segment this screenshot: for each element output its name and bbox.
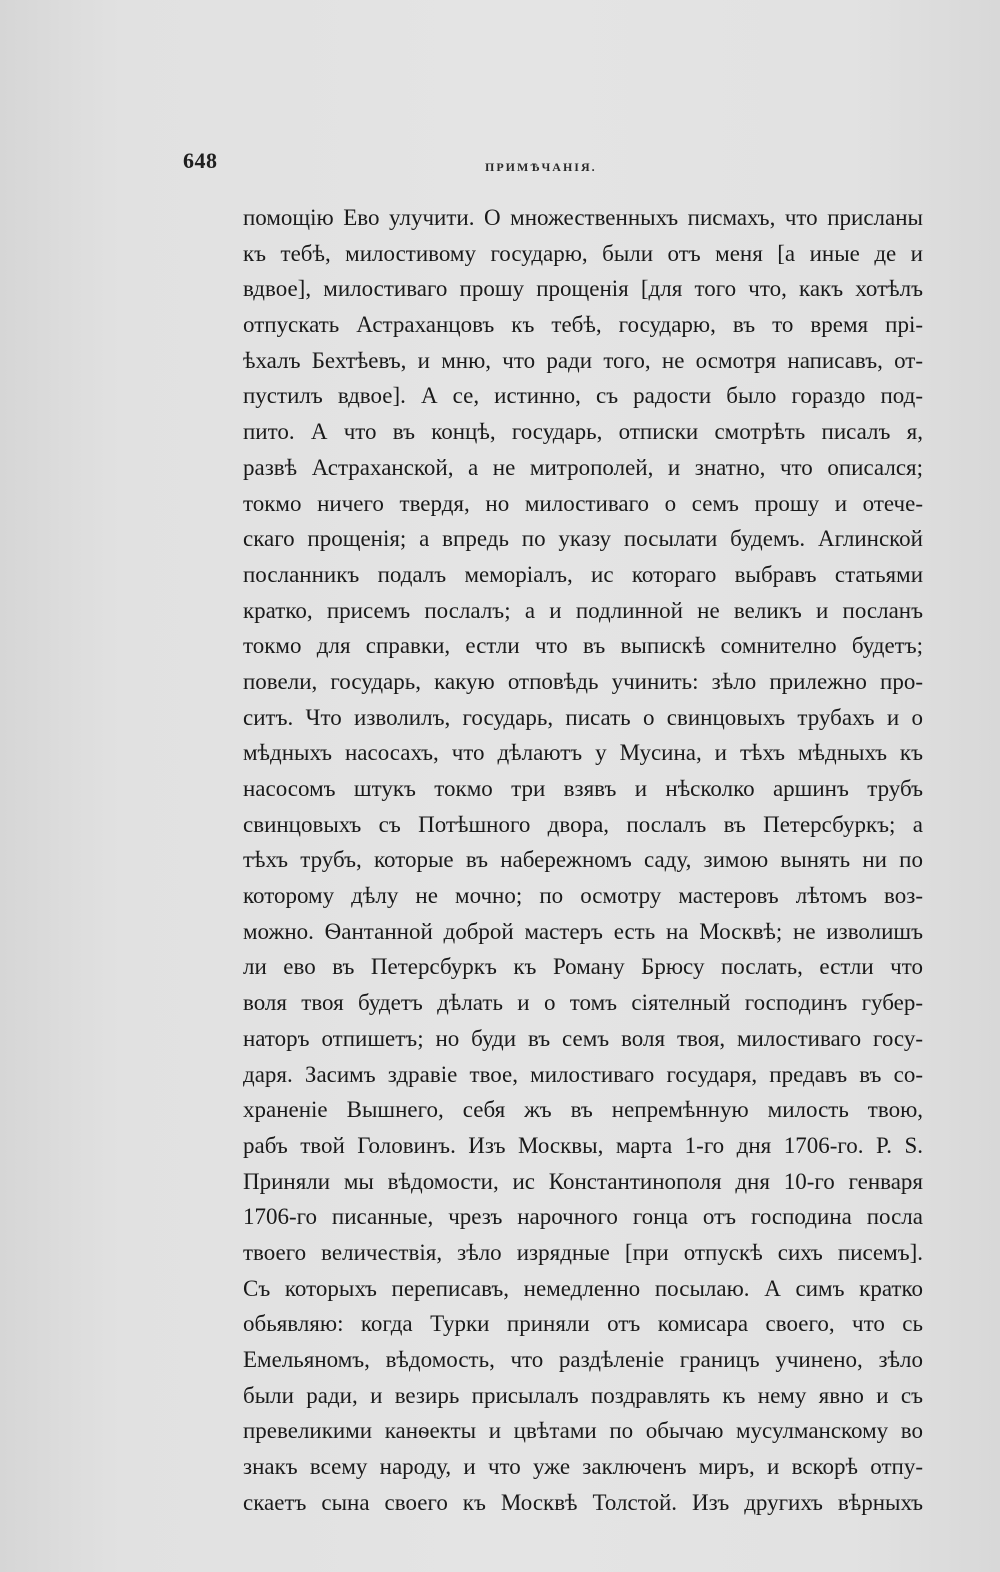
- text-line: развѣ Астраханской, а не митрополей, и знатно, что описался;: [243, 454, 923, 480]
- text-line: Емельяномъ, вѣдомость, что раздѣленіе границъ учинено, зѣло: [243, 1347, 923, 1372]
- text-line: повели, государь, какую отповѣдь учинить: зѣло прилежно про-: [243, 668, 923, 694]
- text-line: токмо для справки, естли что въ выпискѣ сомнително будетъ;: [243, 633, 923, 659]
- text-line: скаетъ сына своего къ Москвѣ Толстой. Изъ другихъ вѣрныхъ: [243, 1489, 923, 1515]
- text-line: наторъ отпишетъ; но буди въ семъ воля твоя, милостиваго госу-: [243, 1025, 923, 1051]
- text-line: превеликими канѳекты и цвѣтами по обычаю мусулманскому во: [243, 1418, 923, 1444]
- text-line: къ тебѣ, милостивому государю, были отъ меня [а иные де и: [243, 240, 923, 266]
- text-line: вдвое], милостиваго прошу прощенія [для того что, какъ хотѣлъ: [243, 276, 923, 302]
- text-line: ли ево въ Петерсбуркъ къ Роману Брюсу послать, естли что: [243, 954, 923, 980]
- text-line: даря. Засимъ здравіе твое, милостиваго государя, предавъ въ со-: [243, 1061, 923, 1087]
- text-line: пустилъ вдвое]. А се, истинно, съ радости было гораздо под-: [243, 383, 923, 409]
- section-title: ПРИМѢЧАНІЯ.: [485, 160, 597, 174]
- text-line: скаго прощенія; а впредь по указу посылати будемъ. Аглинской: [243, 526, 923, 552]
- text-line: отпускать Астраханцовъ къ тебѣ, государю, въ то время прі-: [243, 312, 923, 338]
- text-line: твоего величествія, зѣло изрядные [при отпускѣ сихъ писемъ].: [243, 1239, 923, 1265]
- text-line: которому дѣлу не мочно; по осмотру мастеровъ лѣтомъ воз-: [243, 883, 923, 909]
- text-line: обьявляю: когда Турки приняли отъ комисара своего, что сь: [243, 1311, 923, 1337]
- text-line: ситъ. Что изволилъ, государь, писать о свинцовыхъ трубахъ и о: [243, 704, 923, 730]
- text-line: были ради, и везирь присылалъ поздравлять къ нему явно и съ: [243, 1382, 923, 1408]
- text-line: мѣдныхъ насосахъ, что дѣлаютъ у Мусина, и тѣхъ мѣдныхъ къ: [243, 740, 923, 766]
- text-line: свинцовыхъ съ Потѣшного двора, послалъ въ Петерсбуркъ; а: [243, 811, 923, 837]
- text-line: посланникъ подалъ меморіалъ, ис котораго выбравъ статьями: [243, 561, 923, 587]
- text-line: пито. А что въ концѣ, государь, отписки смотрѣть писалъ я,: [243, 419, 923, 445]
- text-line: ѣхалъ Бехтѣевъ, и мню, что ради того, не осмотря написавъ, от-: [243, 347, 923, 373]
- text-line: можно. Ѳантанной доброй мастеръ есть на Москвѣ; не изволишъ: [243, 918, 923, 944]
- text-line: кратко, присемъ послалъ; а и подлинной не великъ и посланъ: [243, 597, 923, 623]
- running-head: [183, 148, 923, 188]
- text-line: знакъ всему народу, и что уже заключенъ миръ, и вскорѣ отпу-: [243, 1454, 923, 1480]
- text-line: воля твоя будетъ дѣлать и о томъ сіятелный господинъ губер-: [243, 990, 923, 1016]
- text-line: храненіе Вышнего, себя жъ въ непремѣнную милость твою,: [243, 1097, 923, 1123]
- text-line: 1706-го писанные, чрезъ нарочного гонца отъ господина посла: [243, 1204, 923, 1230]
- page-number: 648: [183, 148, 218, 173]
- text-line: помощію Ево улучити. О множественныхъ писмахъ, что присланы: [243, 205, 923, 230]
- body-text: [243, 200, 923, 1520]
- text-line: токмо ничего твердя, но милостиваго о семъ прошу и отече-: [243, 490, 923, 516]
- text-line: насосомъ штукъ токмо три взявъ и нѣсколко аршинъ трубъ: [243, 776, 923, 801]
- text-line: тѣхъ трубъ, которые въ набережномъ саду, зимою вынять ни по: [243, 847, 923, 873]
- text-line: Приняли мы вѣдомости, ис Константинополя дня 10-го генваря: [243, 1168, 923, 1194]
- text-line: Съ которыхъ переписавъ, немедленно посылаю. А симъ кратко: [243, 1275, 923, 1301]
- text-line: рабъ твой Головинъ. Изъ Москвы, марта 1-го дня 1706-го. P. S.: [243, 1132, 923, 1158]
